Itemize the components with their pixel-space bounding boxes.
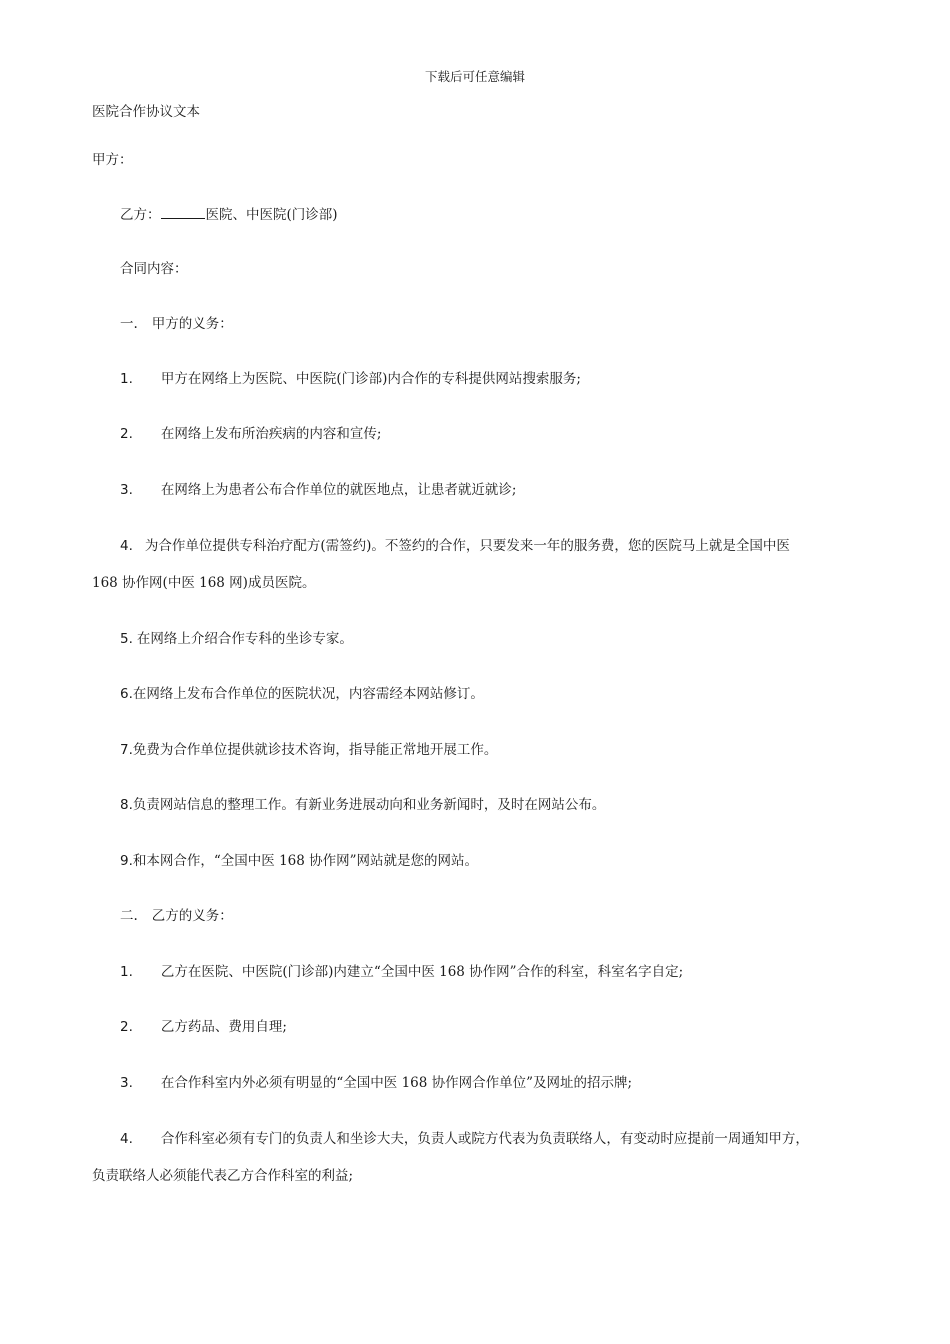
item-number: 3. [120, 482, 133, 498]
item-text: 为合作单位提供专科治疗配方(需签约)。不签约的合作，只要发来一年的服务费，您的医院马上就是全国中医 [144, 538, 790, 554]
list-item-continuation: 168 协作网(中医 168 网)成员医院。 [92, 575, 316, 591]
section1-heading-text: 甲方的义务： [151, 316, 233, 332]
item-number: 1. [120, 964, 133, 980]
item-number: 5. [120, 631, 133, 647]
item-number: 8. [120, 797, 133, 813]
party-b-prefix: 乙方： [120, 207, 161, 223]
item-text: 合作科室必须有专门的负责人和坐诊大夫，负责人或院方代表为负责联络人，有变动时应提前一周通知甲方， [160, 1131, 809, 1147]
list-item [120, 741, 497, 759]
section2-heading [120, 907, 233, 925]
party-a-label: 甲方： [92, 152, 133, 168]
list-item [120, 685, 484, 703]
list-item [120, 370, 581, 388]
item-number: 2. [120, 426, 133, 442]
item-text: 免费为合作单位提供就诊技术咨询，指导能正常地开展工作。 [132, 742, 498, 758]
item-text: 乙方在医院、中医院(门诊部)内建立“全国中医 168 协作网”合作的科室，科室名字自定; [160, 964, 684, 980]
section1-heading-num: 一. [120, 316, 138, 332]
list-item [120, 796, 605, 814]
list-item [120, 425, 381, 443]
party-b-line [120, 205, 338, 224]
list-item [120, 1074, 632, 1092]
item-number: 4. [120, 538, 133, 554]
item-number: 9. [120, 853, 133, 869]
document-title: 医院合作协议文本 [92, 104, 200, 120]
list-item [120, 1130, 809, 1148]
list-item-continuation: 负责联络人必须能代表乙方合作科室的利益; [92, 1168, 354, 1184]
item-text: 在网络上发布合作单位的医院状况，内容需经本网站修订。 [132, 686, 484, 702]
item-number: 7. [120, 742, 133, 758]
section1-heading [120, 315, 233, 333]
item-text: 在网络上发布所治疾病的内容和宣传; [160, 426, 382, 442]
page-header: 下载后可任意编辑 [424, 69, 525, 84]
item-number: 6. [120, 686, 133, 702]
list-item [120, 852, 478, 870]
list-item [120, 963, 683, 981]
list-item [120, 630, 353, 648]
item-number: 3. [120, 1075, 133, 1091]
item-text: 在合作科室内外必须有明显的“全国中医 168 协作网合作单位”及网址的招示牌; [160, 1075, 633, 1091]
item-number: 4. [120, 1131, 133, 1147]
list-item [120, 1018, 287, 1036]
section2-heading-text: 乙方的义务： [151, 908, 233, 924]
item-text: 负责网站信息的整理工作。有新业务进展动向和业务新闻时，及时在网站公布。 [132, 797, 606, 813]
item-text: 和本网合作，“全国中医 168 协作网”网站就是您的网站。 [132, 853, 479, 869]
section2-heading-num: 二. [120, 908, 138, 924]
item-text: 在网络上介绍合作专科的坐诊专家。 [136, 631, 353, 647]
party-b-blank [161, 205, 205, 219]
list-item [120, 537, 790, 555]
item-number: 2. [120, 1019, 133, 1035]
party-b-suffix: 医院、中医院(门诊部) [205, 207, 338, 223]
item-text: 乙方药品、费用自理; [160, 1019, 287, 1035]
item-text: 在网络上为患者公布合作单位的就医地点，让患者就近就诊; [160, 482, 517, 498]
item-text: 甲方在网络上为医院、中医院(门诊部)内合作的专科提供网站搜索服务; [160, 371, 581, 387]
item-number: 1. [120, 371, 133, 387]
contract-label: 合同内容： [120, 261, 188, 277]
list-item [120, 481, 516, 499]
